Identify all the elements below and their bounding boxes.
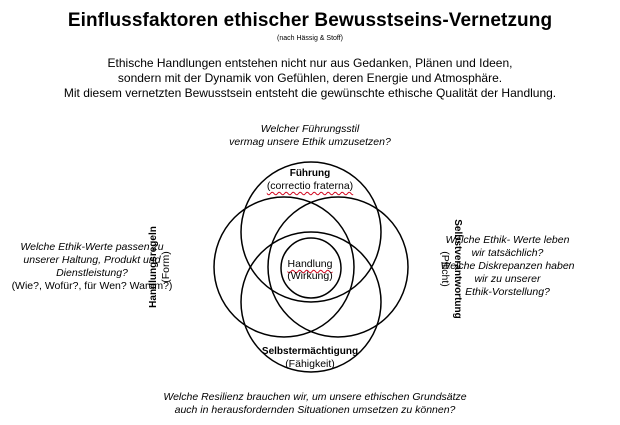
- label-handlungsregeln-head: Handlungsregeln: [148, 226, 159, 308]
- intro-line-2: sondern mit der Dynamik von Gefühlen, deren Energie und Atmosphäre.: [117, 71, 503, 85]
- question-left-line-1: Welche Ethik-Werte passen zu: [20, 241, 164, 253]
- label-handlung: [270, 258, 350, 282]
- question-top: [200, 123, 420, 149]
- question-right-line-5: Ethik-Vorstellung?: [465, 286, 550, 298]
- label-handlungsregeln-sub: (Form): [160, 251, 172, 283]
- label-selbstverantwortung-sub: (Pflicht): [439, 251, 451, 287]
- source-note: (nach Hässig & Stoff): [276, 35, 343, 42]
- intro-line-1: Ethische Handlungen entstehen nicht nur aus Gedanken, Plänen und Ideen,: [107, 56, 513, 70]
- question-right-line-3: Welche Diskrepanzen haben: [440, 260, 575, 272]
- question-left-line-4: (Wie?, Wofür?, für Wen? Warum?): [11, 280, 173, 292]
- question-bottom-line-1: Welche Resilienz brauchen wir, um unsere ethischen Grundsätze: [163, 391, 467, 403]
- label-handlung-head: [270, 258, 350, 270]
- question-right-line-2: wir tatsächlich?: [471, 247, 544, 259]
- label-fuehrung-head: Führung: [289, 168, 331, 179]
- label-selbstermaechtigung-sub: (Fähigkeit): [285, 358, 335, 370]
- label-fuehrung-sub-text: (correctio fraterna): [266, 180, 354, 192]
- question-top-line-2: vermag unsere Ethik umzusetzen?: [229, 136, 391, 148]
- label-handlungsregeln: [148, 197, 172, 337]
- page-title: Einflussfaktoren ethischer Bewusstseins-Vernetzung: [67, 10, 553, 31]
- question-left-line-3: Dienstleistung?: [56, 267, 128, 279]
- label-selbstverantwortung-head: Selbstverantwortung: [452, 219, 463, 319]
- label-fuehrung-sub: [230, 180, 390, 192]
- label-handlung-head-text: Handlung: [287, 258, 333, 270]
- label-fuehrung: [230, 168, 390, 192]
- question-top-line-1: Welcher Führungsstil: [260, 123, 360, 135]
- question-bottom-line-2: auch in herausfordernden Situationen umsetzen zu können?: [174, 404, 456, 416]
- label-selbstermaechtigung: [230, 346, 390, 370]
- label-handlung-sub: (Wirkung): [287, 270, 333, 282]
- question-bottom: [120, 391, 510, 417]
- label-selbstermaechtigung-head: Selbstermächtigung: [261, 346, 359, 357]
- intro-line-3: Mit diesem vernetzten Bewusstsein entsteht die gewünschte ethische Qualität der Handlung.: [63, 86, 557, 100]
- question-right-line-1: Welche Ethik- Werte leben: [445, 234, 570, 246]
- label-selbstverantwortung: [439, 199, 463, 339]
- question-left-line-2: unserer Haltung, Produkt und: [23, 254, 161, 266]
- question-right-line-4: wir zu unserer: [474, 273, 541, 285]
